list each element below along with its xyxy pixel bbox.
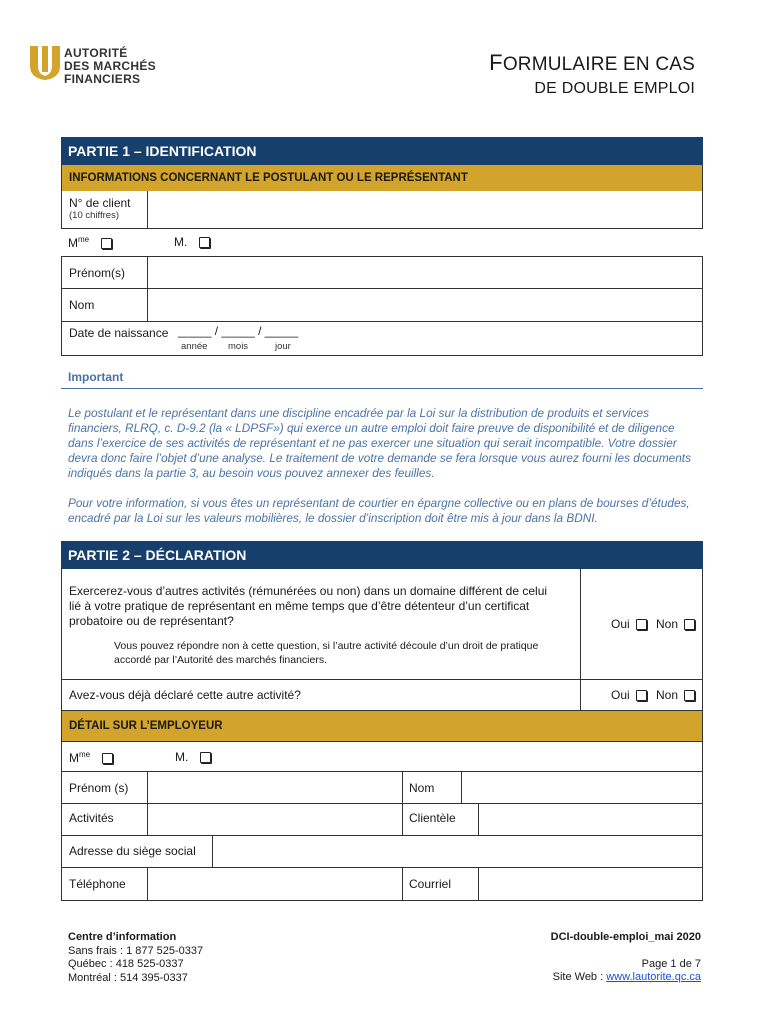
employer-contact-row [61, 868, 703, 901]
q1-non-checkbox[interactable] [684, 619, 695, 630]
prenom-field[interactable] [148, 257, 702, 288]
q1-oui-option[interactable]: Oui [611, 617, 647, 631]
title-initial: F [489, 50, 503, 75]
dob-month-hint: mois [228, 341, 249, 352]
form-title-line2: DE DOUBLE EMPLOI [534, 80, 695, 97]
m-checkbox[interactable] [199, 237, 210, 248]
employer-activites-field[interactable] [148, 804, 402, 835]
amf-logo-icon [30, 44, 60, 80]
q2-non-checkbox[interactable] [684, 690, 695, 701]
amf-logo-text [64, 47, 156, 86]
q1-non-option[interactable]: Non [656, 617, 695, 631]
footer-right [551, 931, 701, 985]
employer-mme-option[interactable]: $M^{me}$ [69, 750, 113, 765]
employer-adresse-field[interactable] [213, 836, 702, 867]
q1-text: Exercerez-vous d’autres activités (rémunérées ou non) dans un domaine différent de celui lié à votre pratique de représentant en même temps que d’être détenteur d’un certificat probatoire ou de représentant? [69, 584, 548, 628]
form-title-line1 [489, 50, 695, 76]
footer-sans-frais: Sans frais : 1 877 525-0337 [68, 944, 204, 957]
client-number-label: N° de client [69, 196, 131, 210]
employer-clientele-field[interactable] [479, 804, 702, 835]
nom-row [61, 289, 703, 322]
q2-text: Avez-vous déjà déclaré cette autre activité? [69, 688, 301, 702]
employer-address-row [61, 836, 703, 868]
employer-activity-row [61, 804, 703, 836]
employer-adresse-label: Adresse du siège social [69, 844, 196, 858]
footer-info-title: Centre d’information [68, 931, 177, 943]
q1-row [61, 569, 703, 680]
q1-oui-checkbox[interactable] [636, 619, 647, 630]
footer-page-number: Page 1 de 7 [641, 957, 701, 970]
employer-courriel-label: Courriel [409, 877, 452, 891]
q2-oui-option[interactable]: Oui [611, 688, 647, 702]
employer-prenom-label: Prénom (s) [69, 781, 129, 795]
dob-label: Date de naissance [69, 326, 169, 340]
footer-doc-code: DCI-double-emploi_mai 2020 [550, 931, 701, 943]
footer-montreal: Montréal : 514 395-0337 [68, 971, 188, 984]
employer-m-checkbox[interactable] [200, 752, 211, 763]
part2-title: PARTIE 2 – DÉCLARATION [61, 541, 703, 569]
dob-row [61, 322, 703, 356]
footer-site-label: Site Web : [552, 971, 607, 983]
part1-subtitle: INFORMATIONS CONCERNANT LE POSTULANT OU LE REPRÉSENTANT [61, 165, 703, 191]
logo-line-2: DES MARCHÉS [64, 59, 156, 73]
employer-telephone-field[interactable] [148, 868, 402, 900]
employer-nom-label: Nom [409, 781, 435, 795]
civility-row [61, 229, 703, 256]
employer-mme-checkbox[interactable] [102, 753, 113, 764]
dob-day-hint: jour [275, 341, 291, 352]
important-paragraph-2: Pour votre information, si vous êtes un représentant de courtier en épargne collective ou en plans de bourses d’études, encadré par la Loi sur les valeurs mobilières, le dossier d’inscription doit être mis à jour dans la BDNI. [68, 496, 690, 525]
logo-line-3: FINANCIERS [64, 72, 141, 86]
dob-field[interactable]: _____ / _____ / _____ [178, 324, 299, 338]
footer-quebec: Québec : 418 525-0337 [68, 958, 184, 970]
mme-option[interactable]: $M^{me}$ [68, 235, 112, 250]
prenom-row [61, 256, 703, 289]
employer-clientele-label: Clientèle [409, 811, 456, 825]
q1-note: Vous pouvez répondre non à cette question, si l’autre activité découle d’un droit de pratique accordé par l’Autorité des marchés financiers. [114, 640, 539, 666]
employer-nom-field[interactable] [462, 772, 702, 803]
employer-activites-label: Activités [69, 811, 114, 825]
employer-name-row [61, 772, 703, 804]
employer-civility-row [61, 741, 703, 772]
client-number-row [61, 191, 703, 229]
part1-title: PARTIE 1 – IDENTIFICATION [61, 137, 703, 165]
nom-label: Nom [69, 298, 95, 312]
employer-m-option[interactable]: M. [175, 750, 211, 764]
footer-info [68, 931, 203, 985]
nom-field[interactable] [148, 289, 702, 321]
footer-site-link[interactable]: www.lautorite.qc.ca [606, 971, 701, 983]
employer-prenom-field[interactable] [148, 772, 402, 803]
q2-row [61, 680, 703, 711]
important-paragraph-1: Le postulant et le représentant dans une discipline encadrée par la Loi sur la distribution de produits et services financiers, RLRQ, c. D-9.2 (la « LDPSF») qui exerce un autre emploi doit faire preuve de disponibilité et de diligence dans l’exercice de ses activités de représentant et ne pas exercer une situation qui serait incompatible. Votre dossier devra donc faire l’objet d’une analyse. Le traitement de votre demande se fera lorsque vous aurez fourni les documents indiqués dans la partie 3, au besoin vous pouvez annexer des feuilles. [68, 406, 691, 480]
q2-non-option[interactable]: Non [656, 688, 695, 702]
employer-courriel-field[interactable] [479, 868, 702, 900]
client-number-hint: (10 chiffres) [69, 210, 119, 221]
title-rest: ORMULAIRE EN CAS [502, 54, 695, 75]
employer-title: DÉTAIL SUR L’EMPLOYEUR [61, 711, 703, 741]
prenom-label: Prénom(s) [69, 266, 126, 280]
important-title: Important [68, 370, 124, 384]
mme-checkbox[interactable] [101, 238, 112, 249]
dob-year-hint: année [181, 341, 208, 352]
logo-line-1: AUTORITÉ [64, 46, 128, 60]
important-divider [61, 388, 703, 389]
m-option[interactable]: M. [174, 235, 210, 249]
client-number-field[interactable] [148, 191, 702, 228]
q2-oui-checkbox[interactable] [636, 690, 647, 701]
employer-telephone-label: Téléphone [69, 877, 126, 891]
